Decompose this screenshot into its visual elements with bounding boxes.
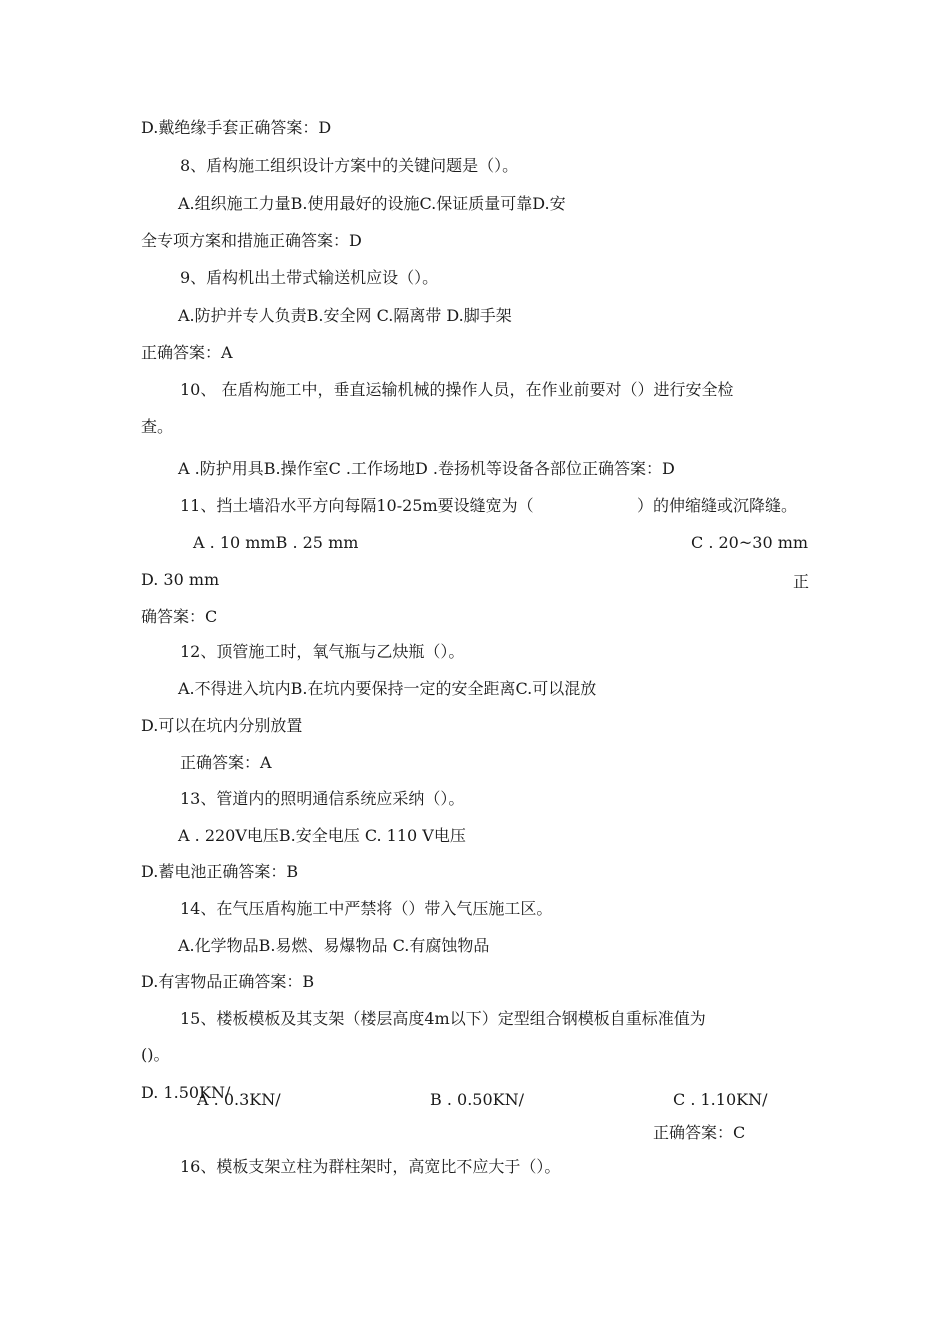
options-11-d: D. 30 mm <box>141 570 220 589</box>
question-8: 8、盾构施工组织设计方案中的关键问题是（）。 <box>180 156 519 175</box>
options-12: A.不得进入坑内B.在坑内要保持一定的安全距离C.可以混放 <box>178 679 597 698</box>
question-10-cont: 查。 <box>141 417 174 436</box>
question-13: 13、管道内的照明通信系统应采纳（）。 <box>180 789 465 808</box>
options-13: A . 220V电压B.安全电压 C. 110 V电压 <box>178 826 466 845</box>
options-15-c: C . 1.10KN/ <box>673 1090 768 1109</box>
question-11-tail: ）的伸缩缝或沉降缝。 <box>637 496 798 515</box>
question-12: 12、顶管施工时，氧气瓶与乙炔瓶（）。 <box>180 642 465 661</box>
question-11: 11、挡土墙沿水平方向每隔10-25m要设缝宽为（ <box>180 496 534 515</box>
options-12-d: D.可以在坑内分别放置 <box>141 716 303 735</box>
question-15: 15、楼板模板及其支架（楼层高度4m以下）定型组合钢模板自重标准值为 <box>180 1009 706 1028</box>
options-11-c: C . 20~30 mm <box>691 533 809 552</box>
answer-8: 全专项方案和措施正确答案：D <box>141 231 362 250</box>
options-15-d: D. 1.50KN/ <box>141 1083 231 1102</box>
options-14: A.化学物品B.易燃、易爆物品 C.有腐蚀物品 <box>178 936 490 955</box>
options-8: A.组织施工力量B.使用最好的设施C.保证质量可靠D.安 <box>178 194 566 213</box>
question-9: 9、盾构机出土带式输送机应设（）。 <box>180 268 439 287</box>
question-10: 10、 在盾构施工中，垂直运输机械的操作人员，在作业前要对（）进行安全检 <box>180 380 734 399</box>
answer-13: D.蓄电池正确答案：B <box>141 862 299 881</box>
question-14: 14、在气压盾构施工中严禁将（）带入气压施工区。 <box>180 899 553 918</box>
answer-14: D.有害物品正确答案：B <box>141 972 315 991</box>
options-9: A.防护并专人负责B.安全网 C.隔离带 D.脚手架 <box>178 306 512 325</box>
options-15-a: A . 0.3KN/ <box>197 1090 281 1109</box>
answer-9: 正确答案：A <box>141 343 233 362</box>
answer-11: 确答案：C <box>141 607 218 626</box>
options-11-a-b: A . 10 mmB . 25 mm <box>193 533 359 552</box>
options-10: A .防护用具B.操作室C .工作场地D .卷扬机等设备各部位正确答案：D <box>178 459 675 478</box>
answer-11-head: 正 <box>793 572 810 591</box>
question-16: 16、模板支架立柱为群柱架时，高宽比不应大于（）。 <box>180 1157 561 1176</box>
answer-12: 正确答案：A <box>180 753 272 772</box>
options-15-b: B . 0.50KN/ <box>430 1090 524 1109</box>
question-15-cont: ()。 <box>141 1045 170 1064</box>
text-line: D.戴绝缘手套正确答案：D <box>141 118 332 137</box>
answer-15: 正确答案：C <box>653 1123 746 1142</box>
